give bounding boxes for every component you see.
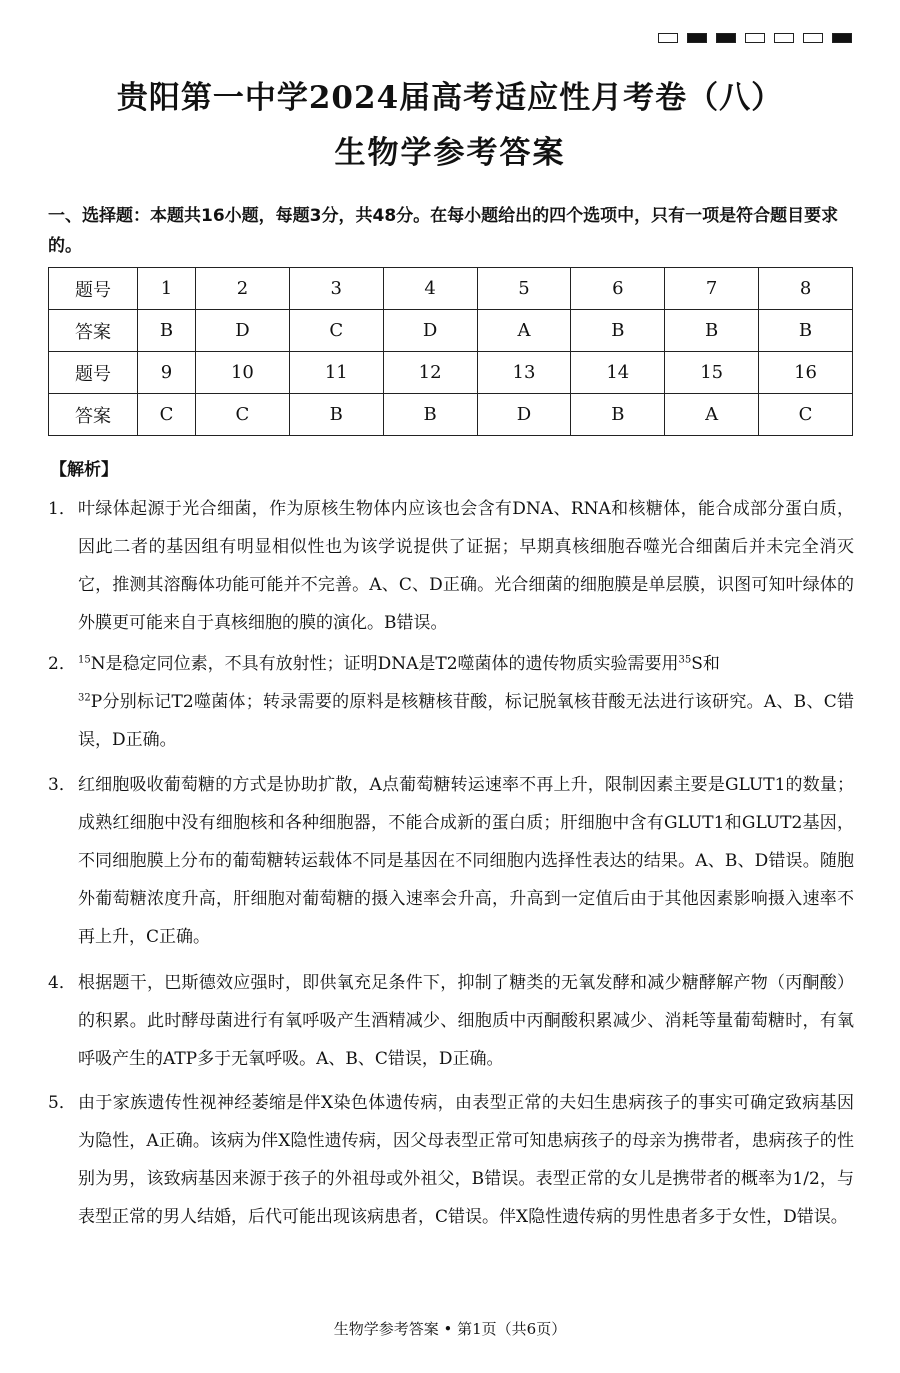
table-cell: D [383, 310, 477, 352]
table-row [49, 310, 853, 352]
table-cell: A [665, 394, 759, 436]
item-text [78, 645, 854, 759]
item-text-part: P分别标记T2噬菌体；转录需要的原料是核糖核苷酸，标记脱氧核苷酸无法进行该研究。A、B、C错误，D正确。 [78, 692, 854, 750]
isotope-mass: 15 [78, 654, 91, 666]
table-cell: 8 [759, 268, 853, 310]
table-row [49, 268, 853, 310]
table-row [49, 352, 853, 394]
item-text: 叶绿体起源于光合细菌，作为原核生物体内应该也会含有DNA、RNA和核糖体，能合成部分蛋白质，因此二者的基因组有明显相似性也为该学说提供了证据；早期真核细胞吞噬光合细菌后并未完全消灭它，推测其溶酶体功能可能并不完善。A、C、D正确。光合细菌的细胞膜是单层膜，识图可知叶绿体的外膜更可能来自于真核细胞的膜的演化。B错误。 [78, 499, 854, 633]
item-text: 根据题干，巴斯德效应强时，即供氧充足条件下，抑制了糖类的无氧发酵和减少糖酵解产物（丙酮酸）的积累。此时酵母菌进行有氧呼吸产生酒精减少、细胞质中丙酮酸积累减少、消耗等量葡萄糖时，有氧呼吸产生的ATP多于无氧呼吸。A、B、C错误，D正确。 [78, 973, 854, 1069]
isotope-mass: 32 [78, 692, 91, 704]
table-cell: B [571, 310, 665, 352]
item-number: 3． [48, 775, 76, 795]
table-cell: B [759, 310, 853, 352]
row-label: 答案 [49, 310, 138, 352]
item-text-part: N是稳定同位素，不具有放射性；证明DNA是T2噬菌体的遗传物质实验需要用 [90, 654, 679, 674]
table-cell: 13 [477, 352, 571, 394]
table-cell: 3 [289, 268, 383, 310]
table-cell: C [196, 394, 290, 436]
table-row [49, 394, 853, 436]
analysis-item [48, 766, 854, 956]
table-cell: 5 [477, 268, 571, 310]
table-cell: 12 [383, 352, 477, 394]
table-cell: C [759, 394, 853, 436]
item-number: 4． [48, 973, 76, 993]
item-text-part: S和 [691, 654, 720, 674]
analysis-item [48, 964, 854, 1078]
section-heading: 一、选择题：本题共16小题，每题3分，共48分。在每小题给出的四个选项中，只有一项是符合题目要求的。 [48, 206, 839, 256]
table-cell: 2 [196, 268, 290, 310]
table-cell: 4 [383, 268, 477, 310]
isotope-mass: 35 [678, 654, 692, 666]
page-mark [774, 33, 794, 43]
table-cell: 16 [759, 352, 853, 394]
analysis-item [48, 490, 854, 642]
item-text: 红细胞吸收葡萄糖的方式是协助扩散，A点葡萄糖转运速率不再上升，限制因素主要是GLUT1的数量；成熟红细胞中没有细胞核和各种细胞器，不能合成新的蛋白质；肝细胞中含有GLUT1和GLUT2基因，不同细胞膜上分布的葡萄糖转运载体不同是基因在不同细胞内选择性表达的结果。A、B、D错误。随胞外葡萄糖浓度升高，肝细胞对葡萄糖的摄入速率会升高，升高到一定值后由于其他因素影响摄入速率不再上升，C正确。 [78, 775, 854, 947]
table-cell: 10 [196, 352, 290, 394]
table-cell: D [477, 394, 571, 436]
document-title: 贵阳第一中学2024届高考适应性月考卷（八） [116, 80, 784, 116]
item-number: 2． [48, 654, 76, 674]
answer-table [48, 267, 853, 436]
table-cell: 9 [138, 352, 196, 394]
table-cell: B [383, 394, 477, 436]
page-footer: 生物学参考答案 • 第1页（共6页） [333, 1320, 567, 1338]
document-subtitle: 生物学参考答案 [334, 135, 566, 171]
item-number: 1． [48, 499, 76, 519]
table-cell: B [571, 394, 665, 436]
page-mark [832, 33, 852, 43]
table-cell: B [665, 310, 759, 352]
table-cell: C [289, 310, 383, 352]
table-cell: 6 [571, 268, 665, 310]
page-mark [687, 33, 707, 43]
table-cell: C [138, 394, 196, 436]
table-cell: B [138, 310, 196, 352]
page-mark [716, 33, 736, 43]
table-cell: B [289, 394, 383, 436]
item-number: 5． [48, 1093, 76, 1113]
analysis-heading: 【解析】 [50, 460, 118, 480]
page-mark [745, 33, 765, 43]
page-marks [658, 33, 852, 43]
table-cell: 1 [138, 268, 196, 310]
row-label: 题号 [49, 268, 138, 310]
table-cell: 15 [665, 352, 759, 394]
table-cell: A [477, 310, 571, 352]
table-cell: 14 [571, 352, 665, 394]
row-label: 答案 [49, 394, 138, 436]
table-cell: 7 [665, 268, 759, 310]
table-cell: 11 [289, 352, 383, 394]
analysis-item [48, 1084, 854, 1236]
page-mark [658, 33, 678, 43]
table-cell: D [196, 310, 290, 352]
row-label: 题号 [49, 352, 138, 394]
analysis-item [48, 645, 854, 759]
item-text: 由于家族遗传性视神经萎缩是伴X染色体遗传病，由表型正常的夫妇生患病孩子的事实可确定致病基因为隐性，A正确。该病为伴X隐性遗传病，因父母表型正常可知患病孩子的母亲为携带者，患病孩子的性别为男，该致病基因来源于孩子的外祖母或外祖父，B错误。表型正常的女儿是携带者的概率为1/2，与表型正常的男人结婚，后代可能出现该病患者，C错误。伴X隐性遗传病的男性患者多于女性，D错误。 [78, 1093, 854, 1227]
page-mark [803, 33, 823, 43]
